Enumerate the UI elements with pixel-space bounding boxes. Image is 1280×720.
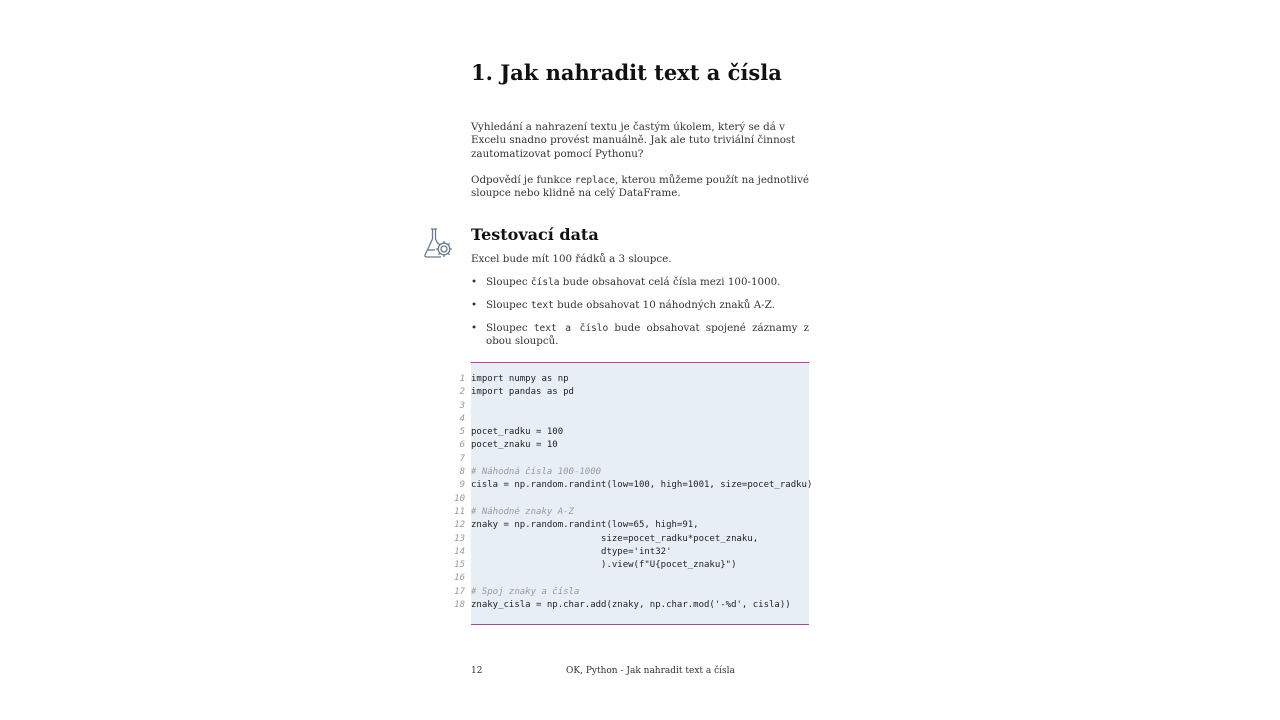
line-number: 7 [459,453,465,464]
bullet-text: Sloupec [486,298,531,311]
code-line [440,493,840,506]
code-line [440,400,840,413]
code-comment: # Náhodná čísla 100-1000 [471,467,602,478]
inline-code-replace: replace [574,175,615,186]
code-line [440,546,840,559]
section-intro: Excel bude mít 100 řádků a 3 sloupce. [471,253,672,265]
line-number: 5 [459,427,465,438]
running-footer-title: OK, Python - Jak nahradit text a čísla [566,666,735,676]
code-line [440,559,840,572]
line-number: 9 [459,480,465,491]
line-number: 15 [454,560,465,571]
code-line [440,519,840,532]
code-text: znaky = np.random.randint(low=65, high=91, [471,520,699,531]
code-line [440,373,840,386]
code-text: cisla = np.random.randint(low=100, high=1001, size=pocet_radku) [471,480,813,491]
list-item [471,299,809,312]
code-text: import numpy as np [471,374,569,384]
line-number: 8 [459,467,465,478]
inline-code: text [530,299,554,311]
code-line [440,453,840,466]
intro-paragraph: Vyhledání a nahrazení textu je častým úkolem, který se dá v Excelu snadno provést manuálně. Jak ale tuto triviální činnost zautomatizovat pomocí Pythonu? [471,121,796,160]
code-line [440,506,840,519]
page-number: 12 [471,666,483,676]
bullet-icon: • [471,298,478,311]
flask-gear-icon [422,226,456,260]
line-number: 10 [454,493,465,504]
line-number: 1 [459,374,465,384]
code-text: ).view(f"U{pocet_znaku}") [471,560,737,571]
answer-text-before: Odpovědí je funkce [471,174,575,186]
line-number: 2 [459,387,465,398]
line-number: 12 [454,520,465,531]
code-text: znaky_cisla = np.char.add(znaky, np.char.mod('-%d', cisla)) [471,600,791,611]
code-line [440,426,840,439]
code-line [440,413,840,426]
code-line [440,533,840,546]
line-number: 16 [454,573,465,584]
code-text: import pandas as pd [471,387,574,398]
code-line [440,572,840,585]
list-item [471,276,809,289]
code-text: dtype='int32' [471,546,672,557]
bullet-list [471,276,809,358]
code-line [440,599,840,612]
line-number: 14 [454,546,465,557]
answer-text-after: , kterou můžeme použít na jednotlivé sloupce nebo klidně na celý DataFrame. [471,174,809,200]
line-number: 11 [454,506,465,517]
bullet-text: bude obsahovat celá čísla mezi 100-1000. [559,276,781,288]
code-text: pocet_radku = 100 [471,427,564,438]
answer-paragraph [471,174,809,201]
inline-code: text a číslo [533,322,609,334]
code-line [440,386,840,399]
line-number: 17 [454,586,465,597]
code-line [440,466,840,479]
bullet-icon: • [471,276,478,288]
section-title: Testovací data [471,225,599,244]
bullet-icon: • [471,321,478,334]
code-text: size=pocet_radku*pocet_znaku, [471,533,759,544]
code-line [440,586,840,599]
list-item [471,322,809,349]
line-number: 3 [459,400,465,411]
line-number: 13 [454,533,465,544]
code-line [440,439,840,452]
bullet-text: Sloupec [486,321,534,334]
code-listing [440,373,840,612]
line-number: 18 [454,600,465,611]
page-heading: 1. Jak nahradit text a čísla [471,60,782,85]
code-text: pocet_znaku = 10 [471,440,558,451]
code-comment: # Náhodné znaky A-Z [471,506,574,517]
code-comment: # Spoj znaky a čísla [471,586,580,597]
line-number: 6 [459,440,465,451]
line-number: 4 [459,413,465,424]
bullet-text: Sloupec [486,276,531,288]
bullet-text: bude obsahovat 10 náhodných znaků A-Z. [553,298,775,311]
code-line [440,479,840,492]
bullet-text: bude obsahovat spojené záznamy z obou sloupců. [486,321,810,348]
inline-code: čísla [530,277,560,288]
